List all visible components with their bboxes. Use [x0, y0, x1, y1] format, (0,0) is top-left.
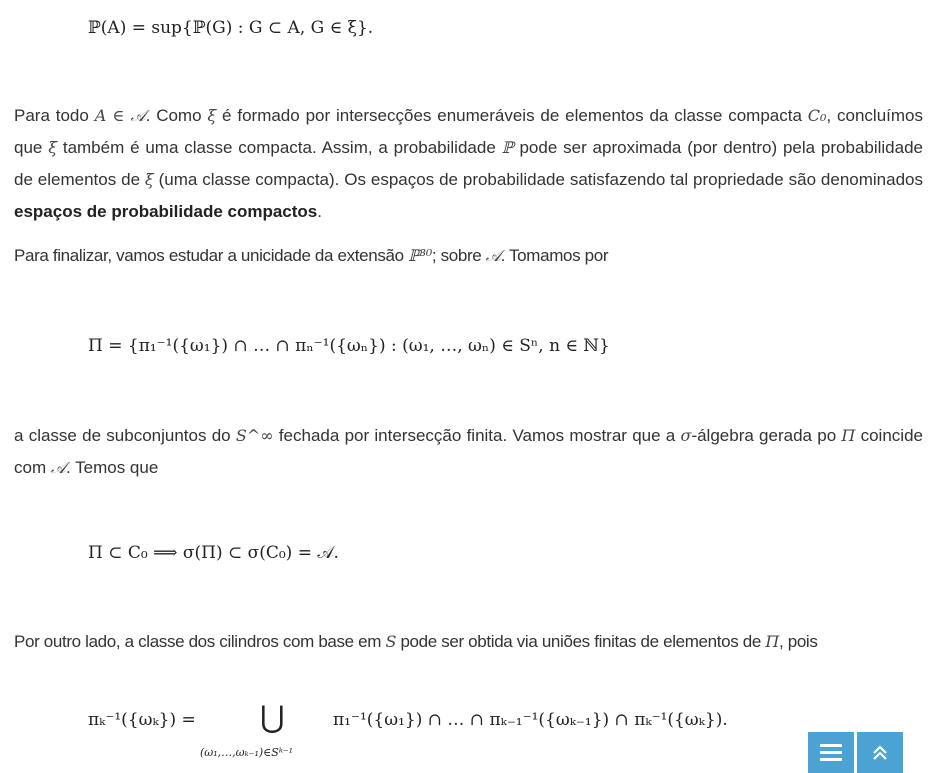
text: Por outro lado, a classe dos cilindros com base em — [14, 632, 386, 651]
double-chevron-up-icon — [871, 744, 889, 762]
text: . — [317, 202, 322, 221]
text: (uma classe compacta). Os espaços de probabilidade satisfazendo tal propriedade são denominados — [153, 170, 923, 189]
text: coincide com — [14, 426, 923, 477]
bold-term: espaços de probabilidade compactos — [14, 202, 318, 221]
big-union: ⋃ — [260, 700, 285, 735]
menu-button[interactable] — [808, 732, 854, 773]
math: Π — [841, 426, 856, 445]
eq-right: π₁⁻¹({ω₁}) ∩ … ∩ πₖ₋₁⁻¹({ωₖ₋₁}) ∩ πₖ⁻¹({ωₖ}). — [333, 710, 728, 730]
math: ξ — [48, 138, 58, 157]
paragraph-cylinders — [14, 626, 923, 658]
text: , pois — [778, 632, 818, 651]
text: . Tomamos por — [500, 246, 609, 265]
text: , concluímos que — [14, 106, 923, 157]
eq-left: πₖ⁻¹({ωₖ}) = — [88, 710, 196, 730]
math: S^∞ — [235, 426, 274, 445]
math: S — [385, 632, 397, 651]
math: 𝒜 — [50, 458, 66, 477]
equation-sup: ℙ(A) = sup{ℙ(G) : G ⊂ A, G ∈ ξ}. — [88, 18, 374, 38]
math: ℙ — [501, 138, 514, 157]
math: ℙ³⁰ — [408, 246, 432, 265]
equation-sigma: Π ⊂ C₀ ⟹ σ(Π) ⊂ σ(C₀) = 𝒜. — [88, 543, 339, 563]
math: ξ — [207, 106, 217, 125]
text: . Como — [145, 106, 208, 125]
text: ; sobre — [431, 246, 486, 265]
equation-pi-class: Π = {π₁⁻¹({ω₁}) ∩ … ∩ πₙ⁻¹({ωₙ}) : (ω₁, …, ωₙ) ∈ Sⁿ, n ∈ ℕ} — [88, 336, 610, 356]
menu-icon — [820, 740, 842, 765]
text: -álgebra gerada po — [691, 426, 842, 445]
text: também é uma classe compacta. Assim, a probabilidade — [57, 138, 502, 157]
text: pode ser obtida via uniões finitas de elementos de — [396, 632, 766, 651]
math: C₀ — [807, 106, 827, 125]
text: a classe de subconjuntos do — [14, 426, 236, 445]
text: é formado por intersecções enumeráveis de elementos da classe compacta — [216, 106, 808, 125]
union-subscript: (ω₁,…,ωₖ₋₁)∈Sᵏ⁻¹ — [200, 746, 294, 759]
text: fechada por intersecção finita. Vamos mostrar que a — [273, 426, 681, 445]
text: pode ser aproximada (por dentro) pela probabilidade de elementos de — [14, 138, 924, 189]
paragraph-pi-class — [14, 420, 923, 484]
math: A ∈ 𝒜 — [94, 106, 146, 125]
math: σ — [680, 426, 692, 445]
scroll-to-top-button[interactable] — [857, 732, 903, 773]
text: . Temos que — [65, 458, 159, 477]
text: Para todo — [14, 106, 95, 125]
paragraph-uniqueness — [14, 240, 923, 272]
text: Para finalizar, vamos estudar a unicidade da extensão — [14, 246, 409, 265]
math: ξ — [144, 170, 154, 189]
equation-union — [88, 700, 748, 770]
math: Π — [765, 632, 779, 651]
math: 𝒜 — [485, 246, 501, 265]
paragraph-compact-class — [14, 100, 923, 228]
